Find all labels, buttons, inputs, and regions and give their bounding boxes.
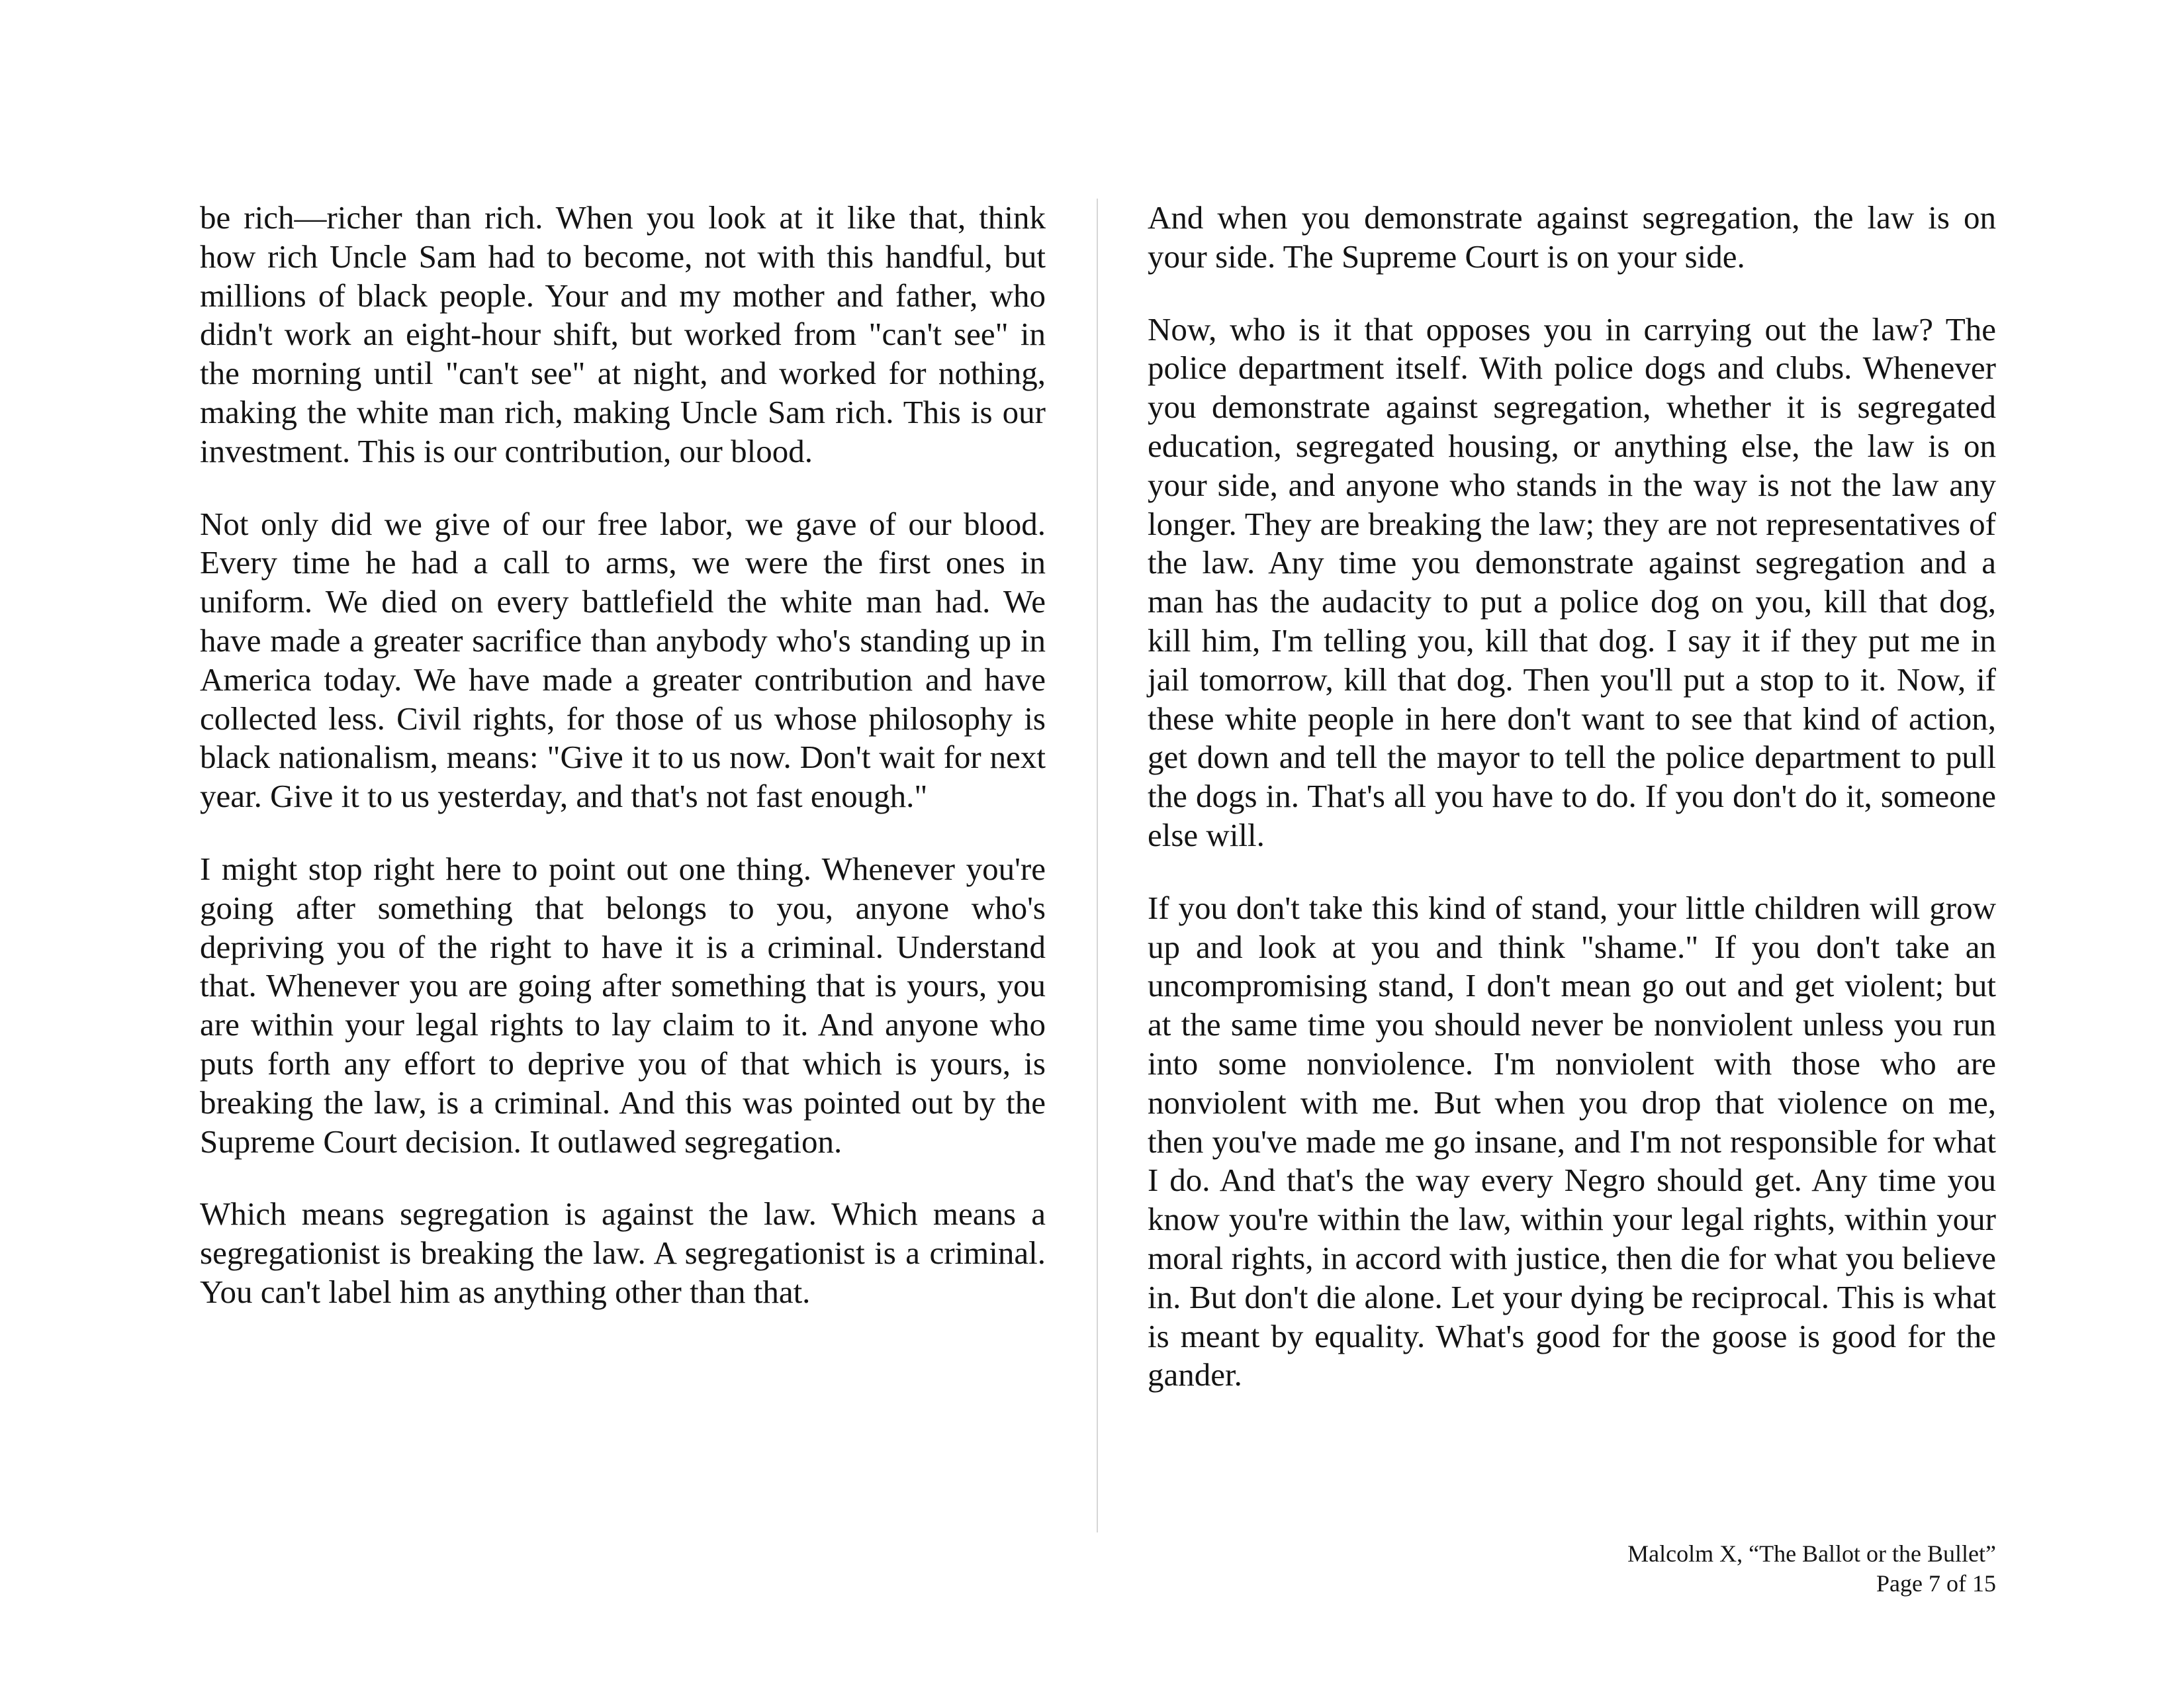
paragraph: If you don't take this kind of stand, your little children will grow up and look at you and think "shame." If you don't take an uncompromising stand, I don't mean go out and get violent; but at the same time you should never be nonviolent unless you run into some nonviolence. I'm nonviolent with those who are nonviolent with me. But when you drop that violence on me, then you've made me go insane, and I'm not responsible for what I do. And that's the way every Negro should get. Any time you know you're within the law, within your legal rights, within your moral rights, in accord with justice, then die for what you believe in. But don't die alone. Let your dying be reciprocal. This is what is meant by equality. What's good for the goose is good for the gander. <box>1148 889 1996 1393</box>
footer-source: Malcolm X, “The Ballot or the Bullet” <box>1627 1540 1996 1567</box>
left-text-column <box>200 199 1046 1346</box>
page-number: Page 7 of 15 <box>1876 1570 1996 1597</box>
paragraph: Not only did we give of our free labor, we gave of our blood. Every time he had a call to arms, we were the first ones in uniform. We died on every battlefield the white man had. We have made a greater sacrifice than anybody who's standing up in America today. We have made a greater contribution and have collected less. Civil rights, for those of us whose philosophy is black nationalism, means: "Give it to us now. Don't wait for next year. Give it to us yesterday, and that's not fast enough." <box>200 505 1046 815</box>
page-footer <box>1627 1539 1996 1599</box>
paragraph: Now, who is it that opposes you in carrying out the law? The police department itself. With police dogs and clubs. Whenever you demonstrate against segregation, whether it is segregated education, segregated housing, or anything else, the law is on your side, and anyone who stands in the way is not the law any longer. They are breaking the law; they are not representatives of the law. Any time you demonstrate against segregation and a man has the audacity to put a police dog on you, kill that dog, kill him, I'm telling you, kill that dog. I say it if they put me in jail tomorrow, kill that dog. Then you'll put a stop to it. Now, if these white people in here don't want to see that kind of action, get down and tell the mayor to tell the police department to pull the dogs in. That's all you have to do. If you don't do it, someone else will. <box>1148 310 1996 853</box>
paragraph: Which means segregation is against the law. Which means a segregationist is breaking the law. A segregationist is a criminal. You can't label him as anything other than that. <box>200 1196 1046 1310</box>
paragraph: And when you demonstrate against segregation, the law is on your side. The Supreme Court is on your side. <box>1148 199 1996 275</box>
column-divider <box>1097 199 1098 1532</box>
paragraph: I might stop right here to point out one thing. Whenever you're going after something that belongs to you, anyone who's depriving you of the right to have it is a criminal. Understand that. Whenever you are going after something that is yours, you are within your legal rights to lay claim to it. And anyone who puts forth any effort to deprive you of that which is yours, is breaking the law, is a criminal. And this was pointed out by the Supreme Court decision. It outlawed segregation. <box>200 850 1046 1160</box>
right-text-column <box>1148 199 1996 1429</box>
paragraph: be rich—richer than rich. When you look at it like that, think how rich Uncle Sam had to become, not with this handful, but millions of black people. Your and my mother and father, who didn't work an eight-hour shift, but worked from "can't see" in the morning until "can't see" at night, and worked for nothing, making the white man rich, making Uncle Sam rich. This is our investment. This is our contribution, our blood. <box>200 199 1046 469</box>
